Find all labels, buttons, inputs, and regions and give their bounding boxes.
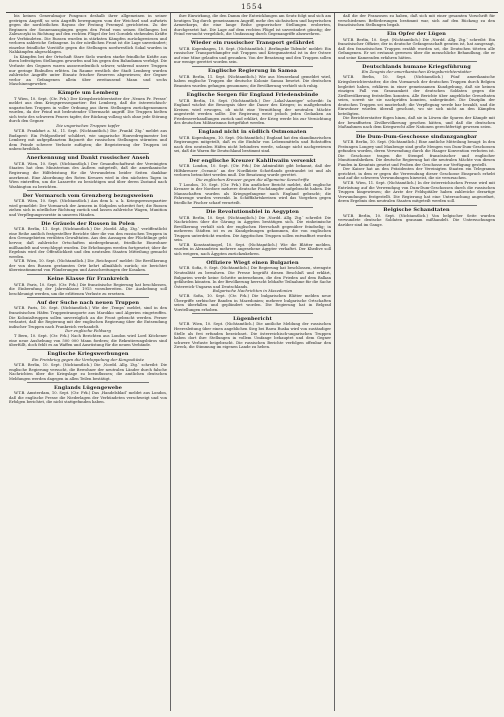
headline: Die Dum-Dum-Geschosse sindanzgangbar (355, 133, 478, 140)
subheadline: Die englischen Kreuzer gegen die allgemeine Seeschrifte (195, 176, 310, 182)
headline: Die Revolutionsbiel in Aegypten (206, 209, 299, 215)
headline: Lügenbericht (233, 315, 272, 322)
article-paragraph: W.T.B. Sofia, 10. Sept. (Ctr. Frk.) Die bulgarischen Blätter melden neue Übergriffe serbischer Banden in Mazedonien; mehrere bulgarische Ortschaften seien überfallen und geplündert worden. Die Regierung hat in Belgrad Vorstellungen erhoben. (174, 294, 331, 312)
section-divider (356, 61, 477, 62)
section-divider (356, 205, 477, 206)
article-paragraph: ihre Einwirkung, die den Damm der Entwicklungen am Seutz folgt und sich am heutigen Tag durch gemeinsamen Angriff, mehr des sächsischen und bayerischen Armeekorps, die eine lange Reihe gegnerischer Stellungen eroberten, durchgesetzt hat. Die Lage auf dem rechten Flügel ist unverändert günstig; der Feind versucht vergeblich, die Umfassung durch Gegenangriffe abzuwehren. (174, 14, 331, 37)
column-left (6, 13, 170, 711)
article-paragraph: W.T.B. Kopenhagen, 10. Sept. (Nichtamtlich.) ‚Berlingske Tidende‘ meldet: Ein russischer Transportdampfer mit Truppen und Kriegsmaterial ist in der Ostsee auf eine Mine gelaufen und gesunken. Von der Besatzung und den Truppen sollen nur wenige gerettet worden sein. (174, 46, 331, 65)
article-paragraph: W.T.B. Wien, 11. Sept. (Nichtamtlich.) In der österreichischen Presse wird mit Entrüstung auf die Verwendung von Dum-Dum-Geschossen durch die russischen Truppen hingewiesen; die Ärzte der Feldspitäler haben zahlreiche derartige Verwundungen festgestellt. Die Regierung hat eine Untersuchung angeordnet, deren Ergebnis den neutralen Staaten mitgeteilt werden soll. (338, 180, 495, 204)
headline: England nicht in südlich Ostmonaten (198, 129, 307, 136)
article-paragraph: W.T.B. Konstantinopel, 10. Sept. (Nichtamtlich.) Wie die Blätter melden, wurden in Alexandrien mehrere angesehene Ägypter verhaftet. Der Khedive soll sich weigern, nach Ägypten zurückzukehren. (174, 242, 331, 256)
article-paragraph: T London, 10. Sept. (Ctr. Frk.) Ein amtlicher Bericht meldet, daß englische Kreuzer in der Nordsee mehrere deutsche Fischdampfer aufgebracht haben. Die Mannschaften wurden als Kriegsgefangene nach England gebracht; die Fahrzeuge wurden versenkt. In Schifffahrtskreisen wird das Vorgehen gegen friedliche Fischer scharf verurteilt. (174, 182, 331, 205)
article-paragraph: bis keinen Generalmajor Pongracz deshalb ihrer allgemeinen in seiner gestrigen Angriff, so sein Angriffs bewegungen vom der Weichsel und aufwärts gegen die nordöstlichen Rayons der Festung Przemysl gerichteten. Zu der Beginnen der Sonnenausgängen gegen den Feind vom seinen Stellungen bei Zaleszczyki in Richtung auf den rechten Flügel der bei Gorodek stehenden Kräfte der Verbündeten. Die Russen wurden in stärksten Kämpfen zurückgewiesen und verloren zahlreiche Gefangene. In der nördlichen Front ist die Lage unverändert; einzelne feindliche Vorstöße gegen die Stellungen nordwestlich Sokal wurden in Nahkämpfen abgeschlagen. (9, 14, 167, 55)
headline: Auf der Suche nach neuen Truppen (36, 299, 140, 306)
article-paragraph: W.T.B. Berlin, 10. Sept. (Nichtamtlich.) Der ‚Lokal-Anzeiger‘ schreibt: In England wächst die Besorgnis über die Dauer des Krieges; in maßgebenden Kreisen wird erwogen, ob nicht eine Vermittlung der neutralen Mächte angestrebt werden sollte. Die Regierung weist jedoch jeden Gedanken an Friedensverhandlungen zurück und erklärt, der Krieg werde bis zur Vernichtung des deutschen Militarismus fortgeführt werden. (174, 98, 331, 126)
article-paragraph: W.T.B. Berlin, 10. Sept. (Nichtamtlich.) Eine amtliche Mitteilung besagt: In den Festungen Longwy und Maubeuge sind große Mengen von Dum-Dum-Geschossen gefunden worden, deren Verwendung durch die Haager Konvention verboten ist. Die Geschosse tragen die Stempel französischer und englischer Munitionsfabriken. Die deutsche Regierung hat die neutralen Mächte von diesen Funden in Kenntnis gesetzt und Proben der Geschosse zur Verfügung gestellt. (338, 140, 495, 167)
article-paragraph: W.T.B. Berlin, 10. Sept. (Nichtamtlich.) Die ‚Nordd. Allg. Ztg.‘ schreibt: Ein französischer Offizier, der in deutsche Gefangenschaft geraten ist, hat ausgesagt, daß den französischen Truppen erzählt worden sei, die Deutschen töteten alle Gefangenen. Er sei erstaunt gewesen über die menschliche Behandlung, die er und seine Kameraden erfahren hätten. (338, 37, 495, 60)
section-divider (27, 274, 149, 275)
section-divider (192, 127, 313, 128)
section-divider (192, 66, 313, 67)
headline: Deutschlands humane Kriegsführung (362, 63, 471, 70)
headline: Anerkennung und Dankt russischer Anseh (26, 155, 150, 162)
article-paragraph: Die Berichterstatter fügen hinzu, daß sie in Löwen die Spuren der Kämpfe mit der bewaffneten Zivilbevölkerung gesehen hätten, und daß die deutschen Maßnahmen nach dem Kriegsrecht aller Nationen gerechtfertigt gewesen seien. (338, 116, 495, 130)
column-right (334, 13, 498, 711)
subheadline: Der englische Feldsarg (65, 328, 111, 334)
page-number: 1554 (241, 3, 263, 11)
headline: Englische Kriegswerbungen (47, 351, 129, 358)
article-paragraph: W.T.B. Sofia, 9. Sept. (Nichtamtlich.) Die Regierung hat beschlossen, strengste Neutralität zu bewahren. Die Presse begrüßt diesen Beschluß und erklärt, Bulgarien werde keine Schritte unternehmen, die den Frieden auf dem Balkan gefährden könnten. In der Bevölkerung herrscht lebhafte Teilnahme für die Sache Österreich-Ungarns und Deutschlands. (174, 266, 331, 289)
headline: Englische Sorgen für England Friedensbünde (186, 92, 319, 99)
section-divider (192, 207, 313, 208)
section-divider (192, 90, 313, 91)
article-paragraph: In Kämpfen bei der Ortschaft Stare Sielo wurden starke feindliche Kräfte aus ihren befestigten Stellungen geworfen und bis gegen den Bahndamm verfolgt. Die Verluste des Gegners waren ausserordentlich schwer, während unsere Truppen nur geringe Einbußen erlitten. Im Raume westlich der Stadt Lemberg wurden zahlreiche Angriffe unter Einsatz frischer Reserven abgewiesen; der Gegner verlor an Gefangenen allein über zweitausend Mann und sechs Maschinengewehre. (9, 54, 167, 87)
section-divider (356, 29, 477, 30)
article-paragraph: W.T.B. Wien, 10. Sept. (Nichtamtlich.) Aus dem k. u. k. Kriegspressequartier wird gemeldet: Der Vormarsch der Armeen in Südpolen schreitet fort; die Russen ziehen sich in nördlicher Richtung zurück und lassen zahlreiche Wagen, Munition und Verpflegungsvorräte in unseren Händen. (9, 199, 167, 217)
section-divider (27, 297, 149, 298)
headline: Der englische Kreuzer Kahlilwaiin versenkt (189, 157, 316, 164)
article-paragraph: T Bern, 10. Sept. (Ctr. Frk.) Nach Berichten aus London wird Lord Kitchener eine neue Aushebung von 500 000 Mann fordern; die Rekrutierungsbüros sind überfüllt, doch fehlt es an Waffen und Ausrüstung für die neuen Verbände. (9, 334, 167, 348)
section-divider (192, 257, 313, 258)
article-columns (6, 12, 498, 711)
subheadline: Die ungarischen Truppen tapfer (56, 123, 120, 129)
article-paragraph: W.T.B. Berlin, 10. Sept. (Nichtamtlich.) Von belgischer Seite wurden verwundete deutsche Soldaten grausam mißhandelt. Die Untersuchungen darüber sind im Gange. (338, 213, 495, 227)
headline: Ein Opfer der Lügen (386, 31, 447, 38)
article-paragraph: T Wien, 10. Sept. (Ctr. Frk.) Der Kriegsberichterstatter der ‚Neuen Fr. Presse‘ meldet aus dem Kriegspressequartier: Bei Lemberg, daß die österreichisch-ungarischen Truppen in voller Ordnung aus ihren Stellungen zurückgenommen wurden, da der Feind mit bedeutender Übermacht angriff. Die Truppen hielten sich trotz des schweren Feuers tapfer, der Rückzug vollzog sich ohne jede Störung durch den Gegner. (9, 96, 167, 124)
article-paragraph: W.T.B. Berlin, 11. Sept. (Nichtamtlich.) Die ‚Nordd. Allg. Ztg.‘ veröffentlicht eine Reihe amtlich festgestellter Berichte über die von den russischen Truppen in den Grenzgebieten verübten Gewalttaten. Aus den Aussagen der Flüchtlinge geht hervor, daß zahlreiche Ortschaften niedergebrannt, friedliche Einwohner mißhandelt und verschleppt wurden. Die Erhebungen werden fortgesetzt; über ihr Ergebnis wird der Öffentlichkeit und den neutralen Staaten Mitteilung gemacht werden. (9, 227, 167, 259)
article-paragraph: Der Kaiser hat an den Präsidenten der Vereinigten Staaten ein Telegramm gerichtet, in dem er gegen die Verwendung dieser Geschosse Einspruch erhebt und auf die schweren Verwundungen hinweist, die sie verursachen. (338, 167, 495, 181)
subheadline: Bulgarische Nachrichten in Mazedonien (212, 288, 293, 294)
section-divider (27, 349, 149, 350)
section-divider (27, 190, 149, 191)
section-divider (192, 313, 313, 314)
article-paragraph: W.T.B. Berlin, 10. Sept. (Nichtamtlich.) Fünf amerikanische Kriegsberichterstatter, die den Vormarsch der deutschen Truppen durch Belgien begleitet haben, erklären in einer gemeinsamen Kundgebung, daß sie keinen einzigen Fall von Grausamkeit der deutschen Soldaten gegen die Zivilbevölkerung feststellen konnten. Alle Berichte über angebliche Greueltaten seien, soweit sie sie nachprüfen konnten, unbegründet. Die Disziplin der deutschen Truppen sei musterhaft; die Verpflegung werde bar bezahlt, und die Einwohner würden überall geschont, wo sie sich nicht an den Kämpfen beteiligten. (338, 75, 495, 116)
section-divider (192, 38, 313, 39)
headline: Englands Lügengewebe (53, 384, 123, 391)
headline: Englische Regierung in Samoa (207, 68, 297, 75)
article-paragraph: W.T.B. Wien, 10. Sept. (Nichtamtlich.) Die amtliche Meldung der russischen Heeresleitung über einen angeblichen Sieg bei Rawa Ruska wird von zuständiger Stelle als frei erfunden bezeichnet. Die österreichisch-ungarischen Truppen haben dort ihre Stellungen in vollem Umfange behauptet und dem Gegner schwere Verluste beigebracht. Die russischen Berichte verfolgen offenbar den Zweck, die Stimmung im eigenen Lande zu heben. (174, 322, 331, 350)
section-divider (27, 153, 149, 154)
headline: Wieder ein russischer Transport gefährdet (190, 40, 315, 47)
headline: Offiziere Wiegt einen Bulgarien (206, 259, 299, 266)
article-paragraph: W.T.B. Paris, 10. Sept. (Ctr. Frk.) Die französische Regierung hat beschlossen, die Einberufung der Jahresklasse 1915 vorzubereiten. Die Aushebung soll beschleunigt werden, um die erlittenen Verluste zu ersetzen. (9, 282, 167, 296)
article-paragraph: W.T.B. Berlin, 10. Sept. (Nichtamtlich.) Die ‚Nordd. Allg. Ztg.‘ schreibt: Die englische Regierung versucht, die Bewohner der neutralen Länder durch falsche Nachrichten über die Kriegslage zu beeinflussen; die amtlichen deutschen Meldungen werden dagegen in allen Teilen bestätigt. (9, 363, 167, 381)
section-divider (192, 155, 313, 156)
headline: Der Vormarsch vom Grenzberg bezugsweisen (22, 192, 154, 199)
article-paragraph: W.T.B. London, 10. Sept. (Ctr. Frk.) Die Admiralität gibt bekannt, daß der Hilfskreuzer ‚Oceanic‘ an der Nordküste Schottlands gestrandet ist und als verloren betrachtet werden muß. Die Besatzung wurde gerettet. (174, 164, 331, 178)
section-divider (27, 218, 149, 219)
headline: Keine Klasse für Frankreich (47, 276, 129, 283)
headline: Die Gräuels der Russen in Polen (41, 220, 135, 227)
column-middle (170, 13, 334, 711)
section-divider (356, 131, 477, 132)
subheadline: Ein Preiskrieg gegen die Verdoppelung der Kongooküste (31, 356, 145, 362)
article-paragraph: W.T.B. Amsterdam, 10. Sept. (Ctr. Frk.) Das ‚Handelsblad‘ meldet aus London, daß die englische Presse die Niederlagen der Verbündeten verschweigt und von Erfolgen berichtet, die nicht stattgefunden haben. (9, 391, 167, 405)
article-paragraph: W.T.B. Berlin, 11. Sept. (Nichtamtlich.) Wie aus Neuseeland gemeldet wird, haben englische Truppen die deutsche Kolonie Samoa besetzt. Die deutschen Beamten wurden gefangen genommen; die Bevölkerung verhielt sich ruhig. (174, 74, 331, 89)
section-divider (27, 382, 149, 383)
headline: Belgische Schandtaten (383, 207, 450, 214)
article-paragraph: W.T.B. Wien, 10. Sept. (Nichtamtlich.) Der Gesandtschaftsrat der Vereinigten Staaten hat dem Ministerium des Äußern mitgeteilt, daß die amerikanische Regierung die Hilfeleistung für die Verwundeten beider Seiten dankbar anerkennt. Eine Abordnung des Roten Kreuzes wird in den nächsten Tagen in Wien eintreffen, um die Lazarette zu besichtigen und über deren Zustand nach Washington zu berichten. (9, 161, 167, 189)
headline: Kämpfe um Lemberg (57, 90, 119, 97)
section-divider (27, 88, 149, 89)
article-paragraph: W.T.B. Berlin, 10. Sept. (Nichtamtlich.) Die ‚Nordd. Allg. Ztg.‘ schreibt: Die Nachrichten über die Gärung in Ägypten bestätigen sich. Die einheimische Bevölkerung verhält sich der englischen Herrschaft gegenüber feindselig; in mehreren Städten ist es zu Kundgebungen gekommen, die von englischen Truppen unterdrückt wurden. Die ägyptischen Truppen sollen entwaffnet worden sein. (174, 215, 331, 243)
article-paragraph: W.T.B. Frankfurt a. M., 11. Sept. (Nichtamtlich.) Die ‚Frankf. Ztg.‘ meldet aus Budapest: Ein Feldpostbrief schildert, wie ungarische Honvedregimenter bei Lemberg mit aufgepflanztem Bajonett die russischen Stellungen stürmten und dem Feinde schwere Verluste zufügten; die Begeisterung der Truppen ist unbeschreiblich. (9, 129, 167, 152)
article-paragraph: W.T.B. Paris, 10. Sept. (Nichtamtlich.) Wie der ‚Temps‘ meldet, sind in den französischen Häfen Truppentransporte aus Marokko und Algerien eingetroffen. Die Kolonialtruppen sollen unverzüglich an die Front gebracht werden. Ferner verlautet, daß die Regierung mit der englischen Regierung über die Entsendung indischer Truppen nach Frankreich verhandelt. (9, 306, 167, 329)
article-paragraph: W.T.B. Kopenhagen, 10. Sept. (Nichtamtlich.) England hat den skandinavischen Regierungen mitgeteilt, daß es die Einfuhr von Lebensmitteln und Rohstoffen nach den neutralen Häfen nicht behindern werde, solange nicht nachgewiesen sei, daß die Waren für Deutschland bestimmt sind. (174, 135, 331, 154)
subheadline: Ein Zeugnis der amerikanischen Kriegsberichterstatter (361, 69, 472, 75)
article-paragraph: daß die der Franzosen zu haben, daß sich mit einer gesamten Vorschrift für verschiedenen Beförderungen bestimmt war, sich auf den Rückzug zu den französischen Stellungen begab. (338, 14, 495, 28)
article-paragraph: W.T.B. Wien, 10. Sept. (Nichtamtlich.) Die ‚Reichspost‘ meldet: Die Bevölkerung der von den Russen geräumten Orte kehrt allmählich zurück; sie berichtet übereinstimmend von Plünderungen und Ausschreitungen der Kosaken. (9, 259, 167, 273)
